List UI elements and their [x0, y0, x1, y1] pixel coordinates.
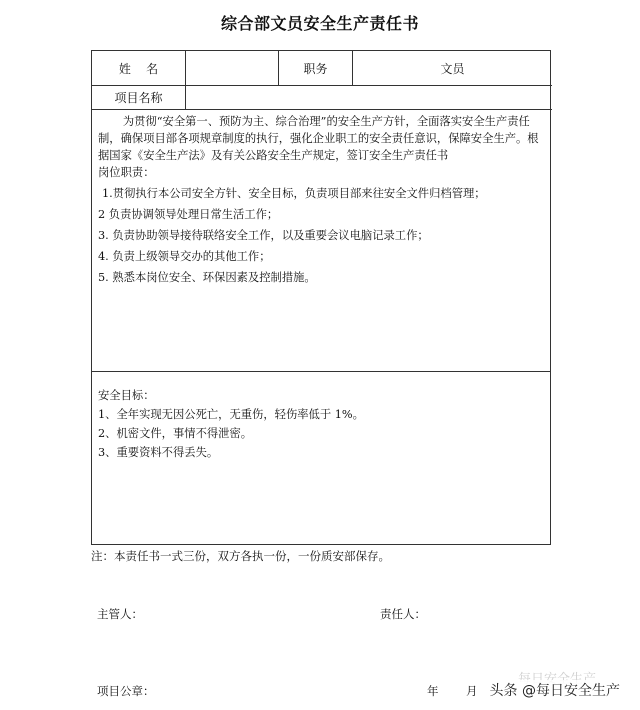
supervisor-signature-label: 主管人：: [97, 607, 143, 621]
duty-item: 2 负责协调领导处理日常生活工作；: [98, 208, 279, 221]
duties-intro: 为贯彻“安全第一、预防为主、综合治理”的安全生产方针，全面落实安全生产责任制，确保项目部各项规章制度的执行，强化企业职工的安全责任意识，保障安全生产。根据国家《安全生产法》及有关公路安全生产规定，签订安全生产责任书: [98, 115, 539, 162]
goals-heading: 安全目标：: [98, 389, 155, 402]
position-value: 文员: [440, 61, 465, 76]
footnote: 注：本责任书一式三份，双方各执一份，一份质安部保存。: [91, 549, 390, 563]
duties-section: [92, 110, 550, 372]
project-field[interactable]: [186, 86, 552, 110]
position-label: [279, 51, 353, 86]
project-seal-label: 项目公章：: [97, 684, 155, 698]
goals-section: [92, 372, 550, 544]
name-field[interactable]: [186, 51, 279, 86]
document-title: 综合部文员安全生产责任书: [220, 14, 419, 33]
duty-item: 4. 负责上级领导交办的其他工作；: [98, 250, 271, 263]
date-year-label: 年: [427, 684, 439, 698]
responsible-signature-label: 责任人：: [380, 607, 426, 621]
goal-item: 2、机密文件，事情不得泄密。: [98, 427, 253, 440]
project-label: [92, 86, 186, 110]
source-watermark: 头条 @每日安全生产: [488, 680, 622, 700]
project-label-text: 项目名称: [114, 91, 163, 105]
responsibility-form: [91, 50, 551, 545]
duty-item: 1.贯彻执行本公司安全方针、安全目标，负责项目部来往安全文件归档管理；: [102, 187, 486, 200]
goal-item: 3、重要资料不得丢失。: [98, 446, 219, 459]
position-label-text: 职务: [303, 61, 328, 76]
name-label-text: 姓 名: [118, 61, 159, 76]
position-field[interactable]: [353, 51, 552, 86]
date-month-label: 月: [466, 684, 478, 698]
name-label: [92, 51, 186, 86]
duties-heading: 岗位职责：: [98, 166, 155, 179]
duty-item: 5. 熟悉本岗位安全、环保因素及控制措施。: [98, 271, 316, 284]
goal-item: 1、全年实现无因公死亡，无重伤，轻伤率低于 1%。: [98, 408, 364, 421]
duty-item: 3. 负责协助领导接待联络安全工作，以及重要会议电脑记录工作；: [98, 229, 429, 242]
